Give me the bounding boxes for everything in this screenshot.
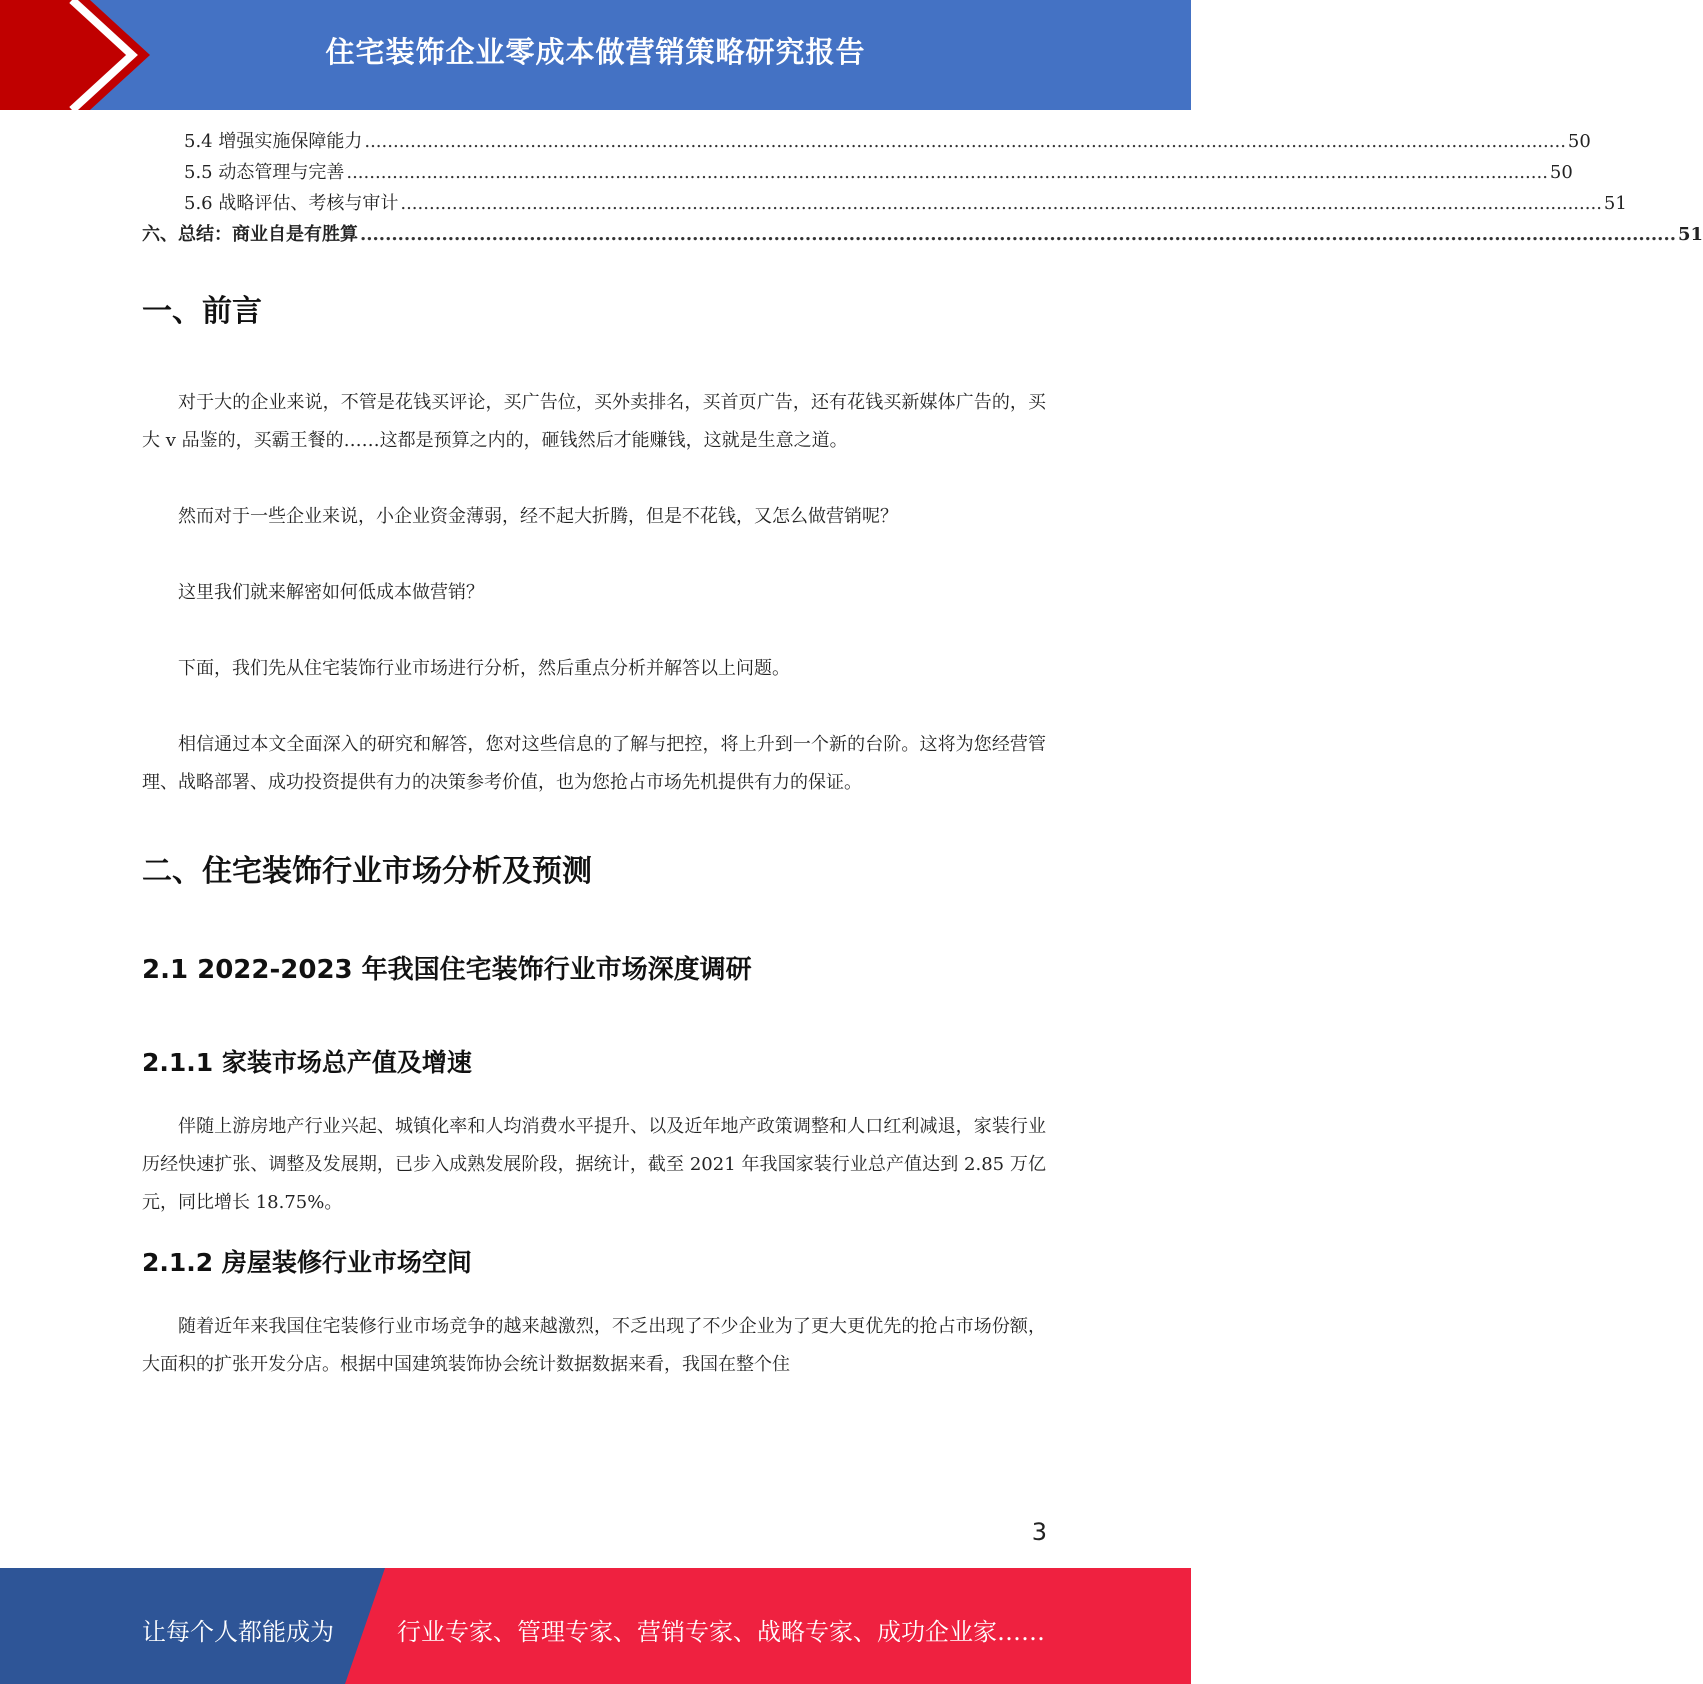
toc-entry-label: 5.6 战略评估、考核与审计 <box>184 193 399 214</box>
subsubsection-heading: 2.1.2 房屋装修行业市场空间 <box>142 1248 472 1277</box>
table-of-contents <box>142 126 1703 250</box>
toc-leader-dots: .................................................................................................................................................................................................................. <box>364 131 1566 152</box>
toc-entry[interactable] <box>142 219 1703 250</box>
paragraph: 相信通过本文全面深入的研究和解答，您对这些信息的了解与把控，将上升到一个新的台阶。这将为您经营管理、战略部署、成功投资提供有力的决策参考价值，也为您抢占市场先机提供有力的保证。 <box>142 734 1046 793</box>
toc-leader-dots: .................................................................................................................................................................................................................. <box>400 193 1602 214</box>
paragraph: 下面，我们先从住宅装饰行业市场进行分析，然后重点分析并解答以上问题。 <box>178 658 790 679</box>
footer-slogan-right: 行业专家、管理专家、营销专家、战略专家、成功企业家…… <box>397 1618 1045 1646</box>
paragraph: 这里我们就来解密如何低成本做营销？ <box>178 582 484 603</box>
toc-leader-dots: .................................................................................................................................................................................................................. <box>346 162 1548 183</box>
toc-entry[interactable] <box>142 126 1591 157</box>
toc-entry-page: 50 <box>1567 131 1591 152</box>
footer-banner <box>0 1568 1191 1684</box>
toc-entry-page: 51 <box>1603 193 1627 214</box>
toc-entry[interactable] <box>142 188 1627 219</box>
subsubsection-heading: 2.1.1 家装市场总产值及增速 <box>142 1048 472 1077</box>
paragraph: 对于大的企业来说，不管是花钱买评论，买广告位，买外卖排名，买首页广告，还有花钱买新媒体广告的，买大 v 品鉴的，买霸王餐的……这都是预算之内的，砸钱然后才能赚钱，这就是生意之道。 <box>142 392 1046 451</box>
report-title: 住宅装饰企业零成本做营销策略研究报告 <box>325 35 866 69</box>
toc-entry-label: 5.5 动态管理与完善 <box>184 162 345 183</box>
toc-entry-page: 51 <box>1678 224 1703 245</box>
page-number: 3 <box>1031 1518 1047 1546</box>
header-banner <box>0 0 1191 110</box>
subsection-heading: 2.1 2022-2023 年我国住宅装饰行业市场深度调研 <box>142 955 752 985</box>
paragraph: 随着近年来我国住宅装修行业市场竞争的越来越激烈，不乏出现了不少企业为了更大更优先的抢占市场份额，大面积的扩张开发分店。根据中国建筑装饰协会统计数据数据来看，我国在整个住 <box>142 1316 1046 1375</box>
toc-entry-page: 50 <box>1549 162 1573 183</box>
toc-entry[interactable] <box>142 157 1573 188</box>
toc-entry-label: 5.4 增强实施保障能力 <box>184 131 363 152</box>
paragraph: 伴随上游房地产行业兴起、城镇化率和人均消费水平提升、以及近年地产政策调整和人口红利减退，家装行业历经快速扩张、调整及发展期，已步入成熟发展阶段，据统计，截至 2021 年我国家装行业总产值达到 2.85 万亿元，同比增长 18.75%。 <box>142 1116 1046 1213</box>
page-content <box>142 126 1703 1384</box>
section-heading-preface: 一、前言 <box>142 294 262 329</box>
toc-leader-dots: .................................................................................................................................................................................................................. <box>360 224 1676 245</box>
section-heading-market-analysis: 二、住宅装饰行业市场分析及预测 <box>142 854 592 889</box>
footer-slogan-left: 让每个人都能成为 <box>142 1618 334 1646</box>
toc-entry-label: 六、总结：商业自是有胜算 <box>142 224 358 245</box>
paragraph: 然而对于一些企业来说，小企业资金薄弱，经不起大折腾，但是不花钱，又怎么做营销呢？ <box>178 506 898 527</box>
